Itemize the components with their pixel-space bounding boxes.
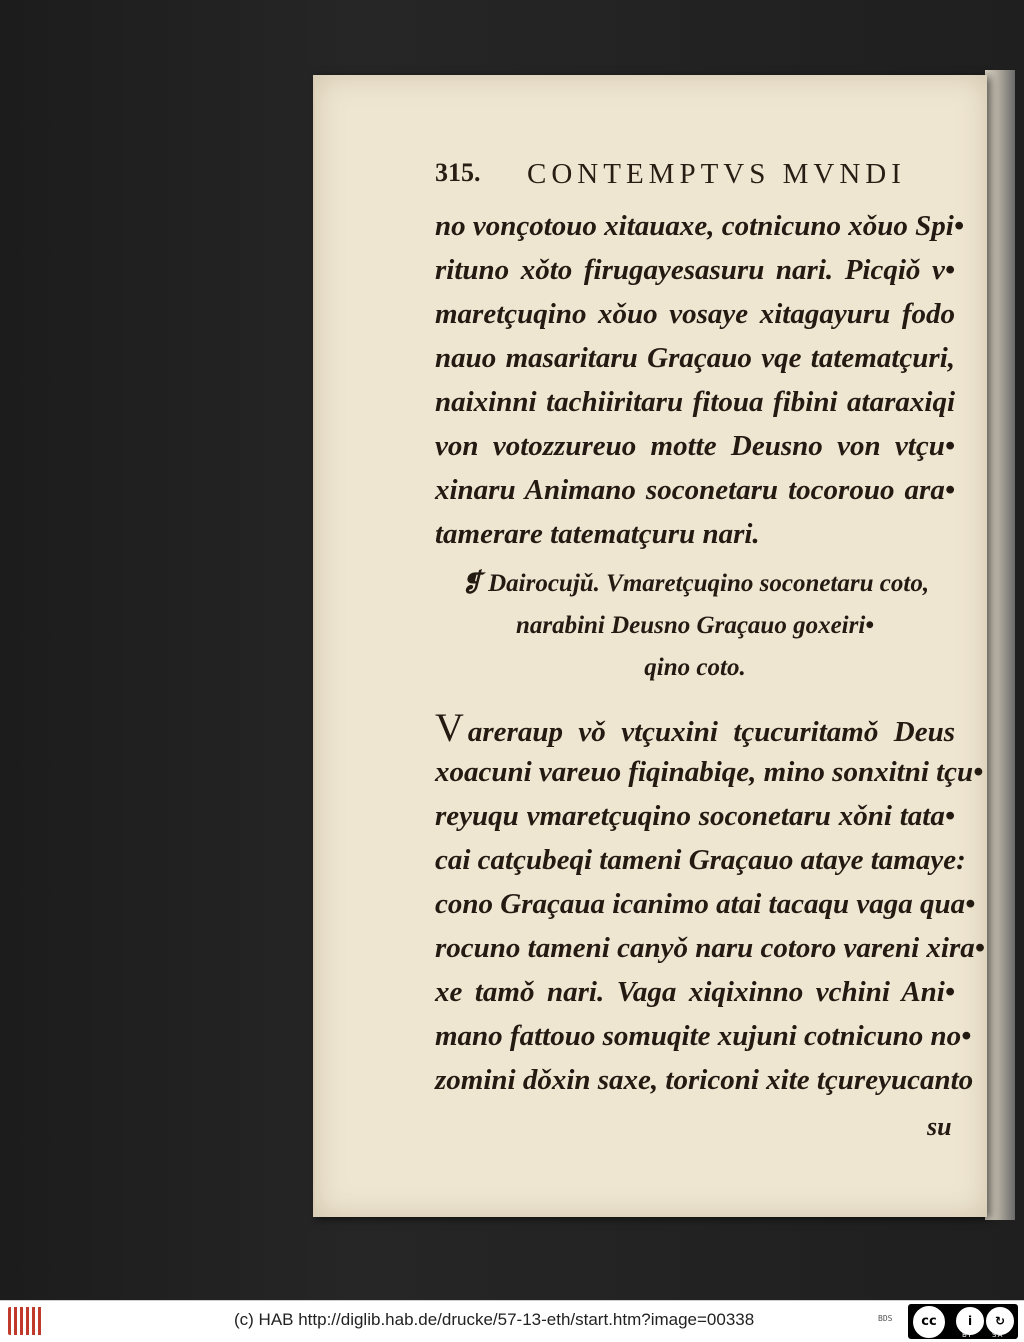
footer-bar xyxy=(0,1300,1024,1342)
body-line: naixinni tachiiritaru fitoua fibini ataraxiqi xyxy=(435,386,955,418)
body-line: no vonçotouo xitauaxe, cotnicuno xǒuo Spi• xyxy=(435,210,965,242)
body-line: cono Graçaua icanimo atai tacaqu vaga qua• xyxy=(435,888,976,920)
running-title: CONTEMPTVS MVNDI xyxy=(527,158,906,190)
cc-icon: cc xyxy=(913,1306,945,1338)
copyright-credit-link[interactable]: (c) HAB http://diglib.hab.de/drucke/57-13-eth/start.htm?image=00338 xyxy=(234,1310,755,1329)
body-line: maretçuqino xǒuo vosaye xitagayuru fodo xyxy=(435,298,955,330)
body-line: rocuno tameni canyǒ naru cotoro vareni xira• xyxy=(435,932,985,964)
body-line: von votozzureuo motte Deusno von vtçu• xyxy=(435,430,955,462)
sa-label: SA xyxy=(992,1331,1004,1339)
body-line: mano fattouo somuqite xujuni cotnicuno no• xyxy=(435,1020,972,1052)
page-edge xyxy=(985,70,1015,1220)
chapter-heading-line: narabini Deusno Graçauo goxeiri• xyxy=(515,612,875,639)
body-line: nauo masaritaru Graçauo vqe tatematçuri, xyxy=(435,342,955,374)
chapter-heading-line: qino coto. xyxy=(644,654,746,681)
share-alike-icon: ↻ xyxy=(986,1307,1014,1335)
body-line: xoacuni vareuo fiqinabiqe, mino sonxitni tçu• xyxy=(435,756,984,788)
body-line: xinaru Animano soconetaru tocorouo ara• xyxy=(435,474,955,506)
by-label: BY xyxy=(962,1331,973,1339)
paragraph-first-line-text: areraup vǒ vtçuxini tçucuritamǒ Deus xyxy=(467,716,955,748)
body-line: tamerare tatematçuru nari. xyxy=(435,518,760,550)
cc-license-badge[interactable] xyxy=(908,1304,1018,1339)
page-number: 315. xyxy=(435,158,481,187)
body-line: rituno xǒto firugayesasuru nari. Picqiǒ v• xyxy=(435,254,955,286)
drop-capital: V xyxy=(435,705,464,750)
footer-mark: BDS xyxy=(878,1314,893,1323)
body-line: xe tamǒ nari. Vaga xiqixinno vchini Ani• xyxy=(435,976,955,1008)
body-line: zomini dǒxin saxe, toriconi xite tçureyucanto xyxy=(435,1064,974,1096)
body-line: cai catçubeqi tameni Graçauo ataye tamaye: xyxy=(435,844,966,876)
catchword: su xyxy=(927,1112,952,1141)
attribution-icon: i xyxy=(956,1307,984,1335)
hab-logo-icon[interactable] xyxy=(8,1307,44,1335)
body-line: reyuqu vmaretçuqino soconetaru xǒni tata• xyxy=(435,800,955,832)
chapter-heading-line: ❡ Dairocujǔ. Vmaretçuqino soconetaru coto, xyxy=(460,570,930,597)
paragraph-first-line xyxy=(435,705,955,752)
page-header xyxy=(435,158,955,198)
